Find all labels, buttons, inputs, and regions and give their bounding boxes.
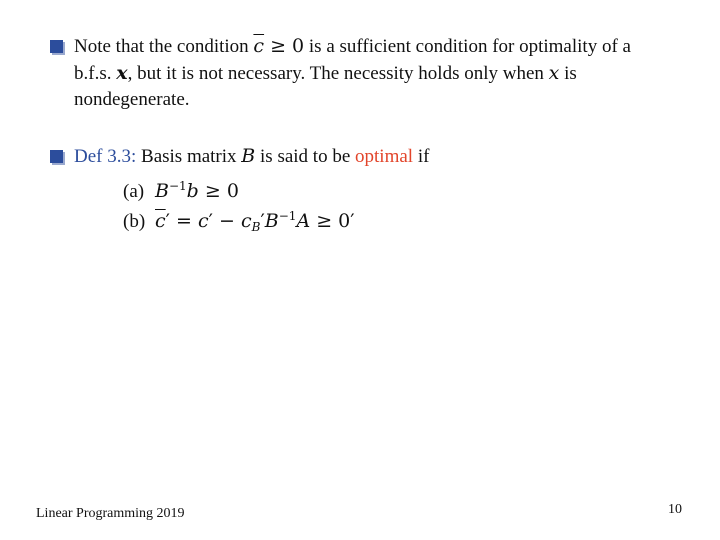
x-symbol: x (116, 62, 128, 84)
square-bullet-icon (50, 40, 63, 53)
x-symbol: x (548, 62, 560, 84)
c-bar-symbol: $\overline{c}$ (253, 35, 265, 57)
condition-a: (a) $B^{-1}b \ge 0$ (123, 173, 239, 205)
condition-b: (b) $\overline{c}' = c' - c_B'B^{-1}A \ge 0'$ (123, 209, 355, 234)
bullet-definition (50, 143, 670, 170)
page-number: 10 (668, 502, 682, 517)
condition-b-label: (b) (123, 211, 146, 232)
footer-course-title: Linear Programming 2019 (36, 506, 185, 521)
definition-label: Def 3.3: (74, 146, 137, 167)
square-bullet-icon (50, 150, 63, 163)
optimal-highlight: optimal (355, 146, 414, 167)
bullet-note (50, 33, 670, 113)
definition-text: Def 3.3: Basis matrix B is said to be optimal if (74, 145, 430, 167)
condition-a-label: (a) (123, 181, 145, 202)
note-text: Note that the condition $\overline{c} \ge 0$ is a sufficient condition for optimality of a b.f.s. x, but it is not necessary. The necessity holds only when x is nondegenerate. (74, 35, 631, 110)
